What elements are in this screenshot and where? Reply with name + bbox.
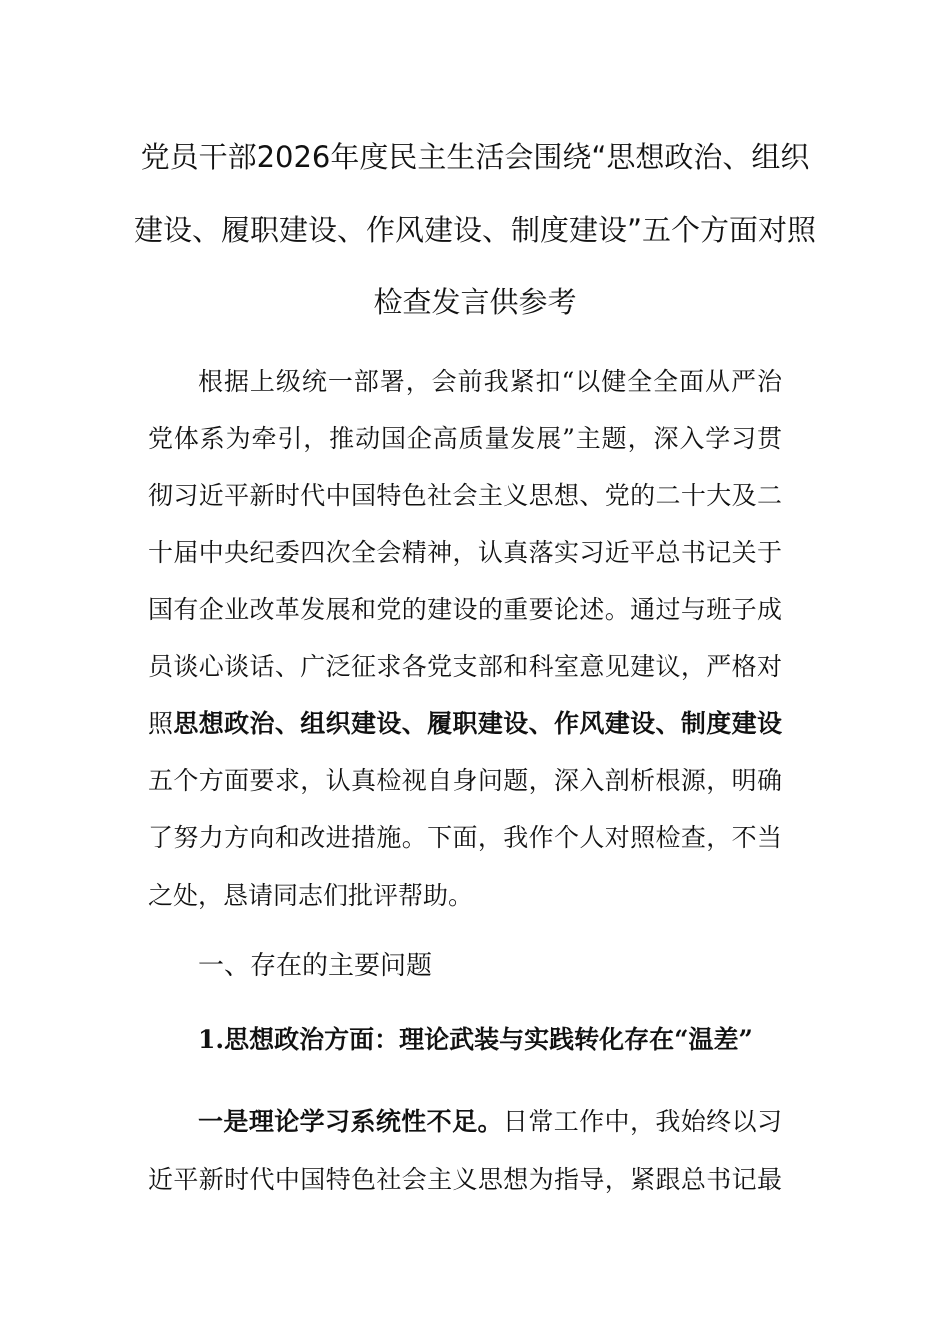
section-heading: 一、存在的主要问题 [198,951,433,981]
document-title-line-1: 党员干部2026年度民主生活会围绕“思想政治、组织 [140,140,810,174]
body-line [198,1105,782,1139]
intro-line: 十届中央纪委四次全会精神，认真落实习近平总书记关于 [148,538,782,567]
intro-line: 根据上级统一部署，会前我紧扣“以健全全面从严治 [198,367,782,396]
intro-line: 党体系为牵引，推动国企高质量发展”主题，深入学习贯 [148,424,782,453]
subsection-heading: 1.思想政治方面：理论武装与实践转化存在“温差” [198,1025,753,1054]
intro-bold-aspects: 思想政治、组织建设、履职建设、作风建设、制度建设 [173,709,782,738]
intro-line: 五个方面要求，认真检视自身问题，深入剖析根源，明确 [148,766,782,795]
intro-line: 了努力方向和改进措施。下面，我作个人对照检查，不当 [148,823,782,852]
body-line: 近平新时代中国特色社会主义思想为指导，紧跟总书记最 [148,1165,782,1194]
intro-line: 彻习近平新时代中国特色社会主义思想、党的二十大及二 [148,481,782,510]
intro-line [148,707,782,741]
document-title-line-3: 检查发言供参考 [373,285,577,319]
body-text: 日常工作中，我始终以习 [502,1107,782,1136]
point-title: 一是理论学习系统性不足。 [198,1107,503,1136]
intro-line: 国有企业改革发展和党的建设的重要论述。通过与班子成 [148,595,782,624]
document-title-line-2: 建设、履职建设、作风建设、制度建设”五个方面对照 [133,213,817,247]
intro-line: 之处，恳请同志们批评帮助。 [148,881,474,910]
intro-text: 照 [148,709,174,738]
intro-line: 员谈心谈话、广泛征求各党支部和科室意见建议，严格对 [148,652,782,681]
